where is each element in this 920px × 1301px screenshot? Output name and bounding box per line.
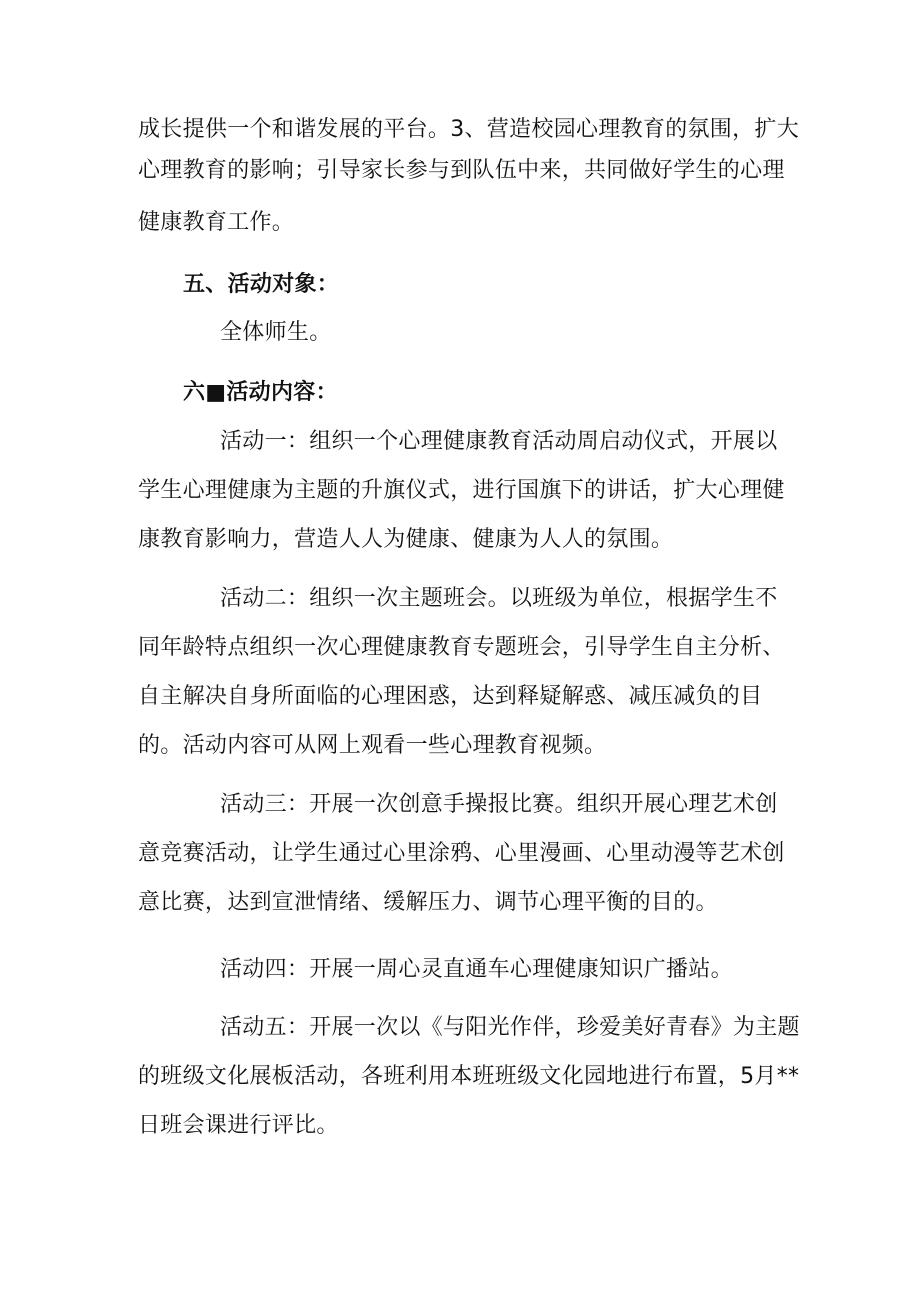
intro-line-3: 健康教育工作。 (138, 210, 295, 235)
intro-line-1: 成长提供一个和谐发展的平台。3、营造校园心理教育的氛围，扩大 (138, 117, 799, 142)
activity1-line-1: 活动一：组织一个心理健康教育活动周启动仪式，开展以 (220, 429, 778, 454)
activity4-line-1: 活动四：开展一周心灵直通车心理健康知识广播站。 (220, 957, 733, 982)
activity2-line-1: 活动二：组织一次主题班会。以班级为单位，根据学生不 (220, 586, 778, 611)
activity3-line-3: 意比赛，达到宣泄情绪、缓解压力、调节心理平衡的目的。 (138, 890, 718, 915)
activity3-line-2: 意竞赛活动，让学生通过心里涂鸦、心里漫画、心里动漫等艺术创 (138, 841, 785, 866)
activity2-line-4: 的。活动内容可从网上观看一些心理教育视频。 (138, 733, 607, 758)
activity3-line-1: 活动三：开展一次创意手操报比赛。组织开展心理艺术创 (220, 792, 778, 817)
activity5-line-2: 的班级文化展板活动，各班利用本班班级文化园地进行布置，5月** (138, 1064, 800, 1089)
activity5-line-3: 日班会课进行评比。 (138, 1113, 339, 1138)
intro-line-2: 心理教育的影响；引导家长参与到队伍中来，共同做好学生的心理 (138, 158, 785, 183)
section5-heading: 五、活动对象： (183, 272, 340, 297)
activity2-line-2: 同年龄特点组织一次心理健康教育专题班会，引导学生自主分析、 (138, 635, 785, 660)
activity2-line-3: 自主解决自身所面临的心理困惑，达到释疑解惑、减压减负的目 (138, 684, 763, 709)
section6-heading: 六■活动内容： (183, 380, 338, 405)
activity1-line-2: 学生心理健康为主题的升旗仪式，进行国旗下的讲话，扩大心理健 (138, 478, 785, 503)
activity1-line-3: 康教育影响力，营造人人为健康、健康为人人的氛围。 (138, 527, 674, 552)
activity5-line-1: 活动五：开展一次以《与阳光作伴，珍爱美好青春》为主题 (220, 1015, 800, 1040)
section5-body: 全体师生。 (220, 320, 332, 345)
